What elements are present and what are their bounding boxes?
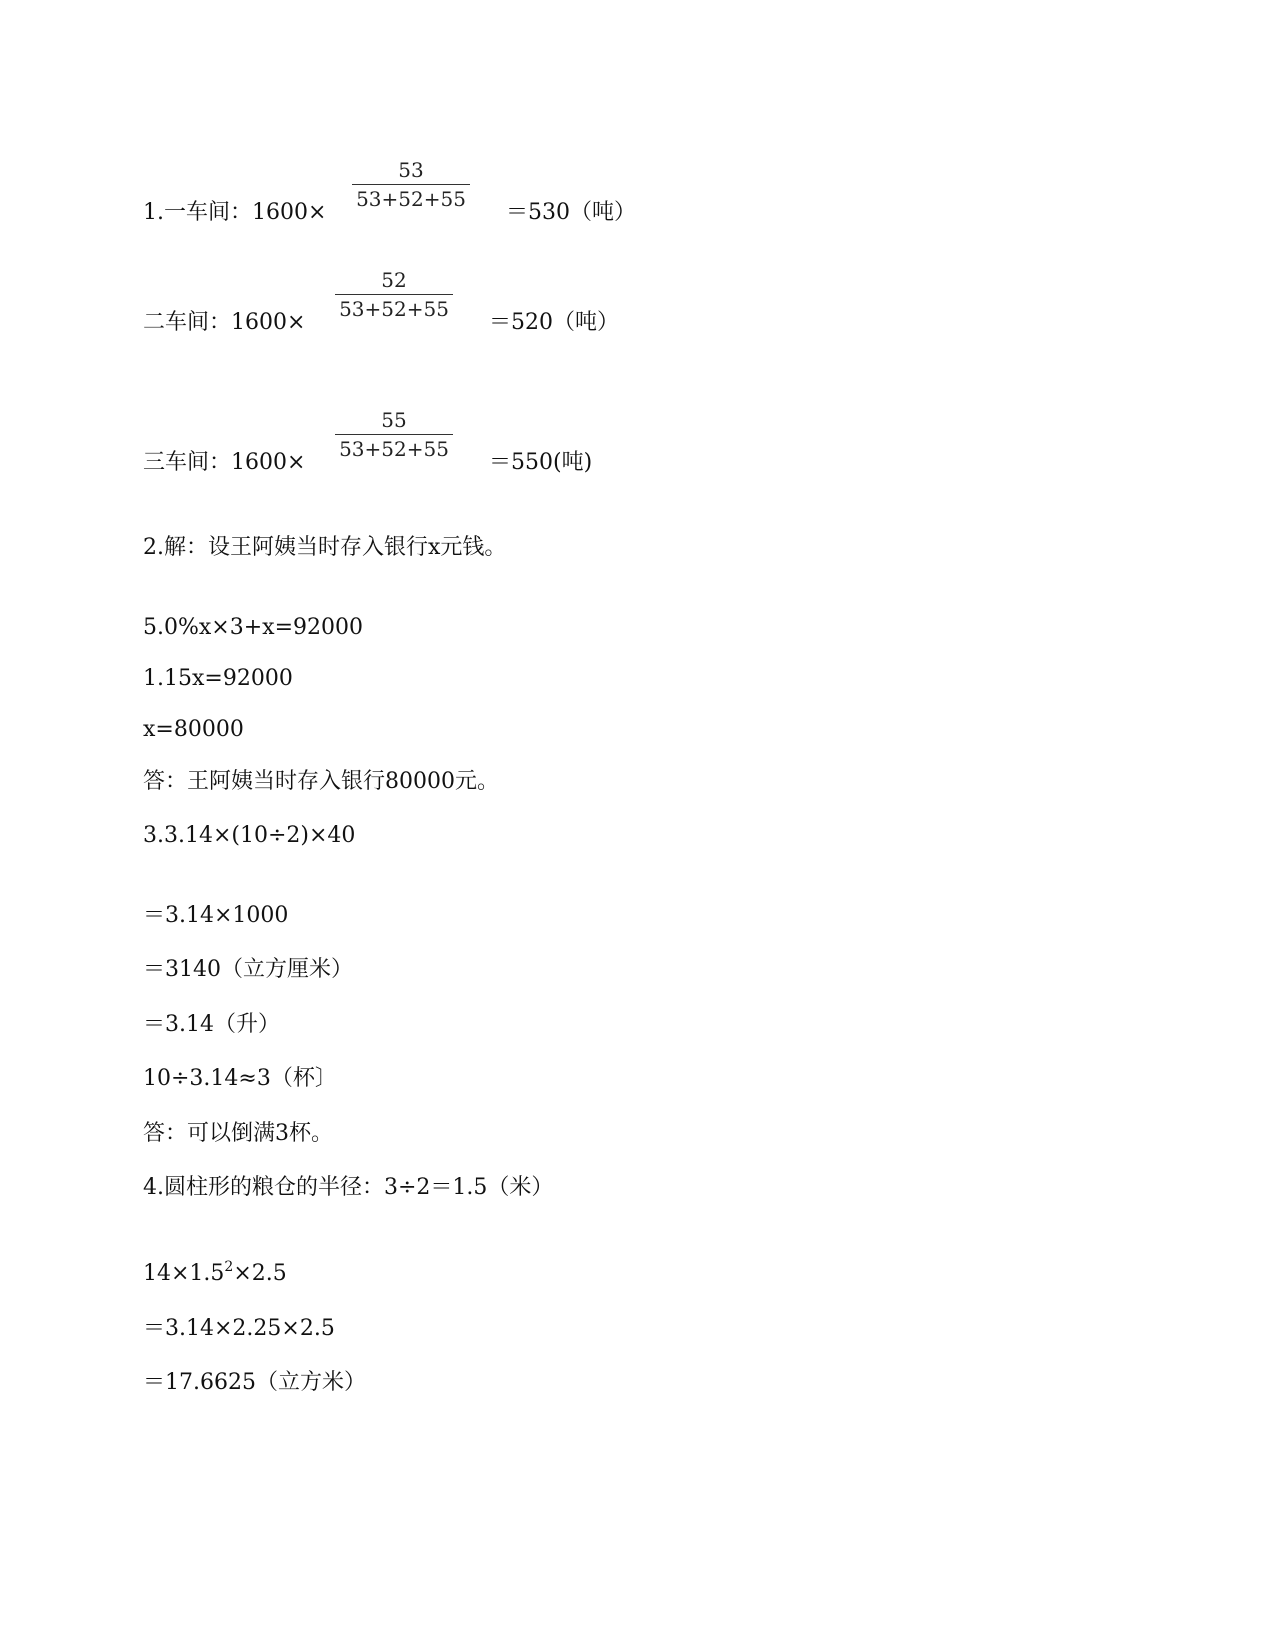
q4-expression-tail: ×2.5 — [233, 1261, 287, 1286]
fraction-denominator: 53+52+55 — [356, 187, 466, 211]
q2-equation-2: 1.15x=92000 — [143, 666, 293, 691]
q1-workshop1-rhs: ＝530（吨） — [506, 200, 636, 225]
q1-workshop3-rhs: ＝550(吨) — [489, 450, 593, 475]
fraction-denominator: 53+52+55 — [339, 297, 449, 321]
q1-workshop3-lhs: 三车间：1600× — [143, 450, 306, 475]
q1-workshop1-fraction — [352, 158, 470, 211]
q4-radius: 4.圆柱形的粮仓的半径：3÷2＝1.5（米） — [143, 1175, 554, 1200]
fraction-denominator: 53+52+55 — [339, 437, 449, 461]
q4-step-2: ＝17.6625（立方米） — [143, 1370, 366, 1395]
q4-expression-base: 14×1.5 — [143, 1261, 225, 1286]
q3-answer: 答：可以倒满3杯。 — [143, 1121, 333, 1146]
q1-workshop2-rhs: ＝520（吨） — [489, 310, 619, 335]
q1-workshop3-fraction — [335, 408, 453, 461]
fraction-bar — [335, 434, 453, 435]
q2-setup: 2.解：设王阿姨当时存入银行x元钱。 — [143, 535, 507, 560]
q2-answer: 答：王阿姨当时存入银行80000元。 — [143, 769, 499, 794]
q2-equation-1: 5.0%x×3+x=92000 — [143, 615, 363, 640]
fraction-bar — [352, 184, 470, 185]
q2-equation-3: x=80000 — [143, 717, 244, 742]
q3-expression: 3.3.14×(10÷2)×40 — [143, 823, 356, 848]
q3-step-3: ＝3.14（升） — [143, 1012, 280, 1037]
fraction-numerator: 52 — [381, 268, 407, 292]
q1-workshop2-fraction — [335, 268, 453, 321]
q3-step-1: ＝3.14×1000 — [143, 903, 289, 928]
q4-expression — [143, 1261, 287, 1287]
q3-step-4: 10÷3.14≈3（杯〕 — [143, 1066, 337, 1091]
q1-workshop2-lhs: 二车间：1600× — [143, 310, 306, 335]
q3-step-2: ＝3140（立方厘米） — [143, 957, 353, 982]
fraction-bar — [335, 294, 453, 295]
fraction-numerator: 53 — [398, 158, 424, 182]
q1-workshop1-lhs: 1.一车间：1600× — [143, 200, 327, 225]
fraction-numerator: 55 — [381, 408, 407, 432]
q4-expression-exponent: 2 — [224, 1259, 234, 1275]
q4-step-1: ＝3.14×2.25×2.5 — [143, 1316, 335, 1341]
